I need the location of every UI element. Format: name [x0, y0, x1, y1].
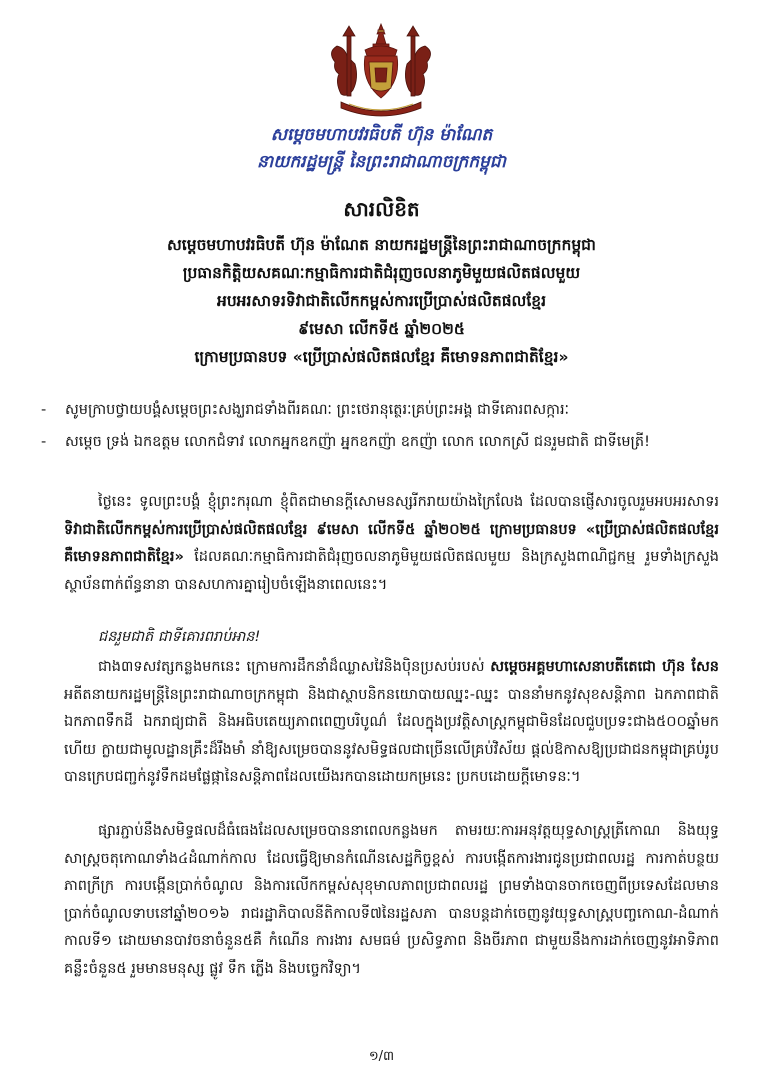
document-title: សារលិខិត: [343, 197, 420, 221]
greeting-item-2: [41, 429, 705, 456]
heading-line-3: អបអរសាទរទិវាជាតិលើកកម្ពស់ការប្រើប្រាស់ផលិតផលខ្មែរ: [217, 292, 546, 310]
bullet-dash: -: [41, 402, 47, 418]
paragraph-2: [64, 654, 719, 792]
bullet-dash: -: [41, 434, 47, 450]
paragraph-2-intro: ជាង៣ទសវត្សកន្លងមកនេះ ក្រោមការដឹកនាំដ៏ឈ្លាសវៃនិងប៉ិនប្រសប់របស់: [98, 659, 485, 675]
paragraph-2-honoree: សម្តេចអគ្គមហាសេនាបតីតេជោ ហ៊ុន សែន: [490, 659, 719, 675]
heading-line-1: សម្តេចមហាបវរធិបតី ហ៊ុន ម៉ាណែត នាយករដ្ឋមន្ត្រីនៃព្រះរាជាណាចក្រកម្ពុជា: [167, 236, 596, 254]
paragraph-1: [64, 489, 719, 599]
heading-line-4: ៩មេសា លើកទី៥ ឆ្នាំ២០២៥: [298, 320, 465, 338]
office-name-line1: សម្តេចមហាបវរធិបតី ហ៊ុន ម៉ាណែត: [270, 125, 493, 145]
heading-line-5: ក្រោមប្រធានបទ «ប្រើប្រាស់ផលិតផលខ្មែរ គឺមោទនភាពជាតិខ្មែរ»: [194, 348, 569, 366]
salutation: ជនរួមជាតិ ជាទីគោរពរាប់អាន!: [98, 629, 261, 645]
royal-coat-of-arms-icon: [325, 22, 437, 120]
greeting-text: សម្តេច ទ្រង់ ឯកឧត្តម លោកជំទាវ លោកអ្នកឧកញ៉ា អ្នកឧកញ៉ា ឧកញ៉ា លោក លោកស្រី ជនរួមជាតិ ជាទីមេត្រី!: [65, 434, 650, 450]
page-number: ១/៣: [368, 1049, 395, 1064]
greeting-item-1: [41, 397, 705, 424]
paragraph-1-event-title: ទិវាជាតិលើកកម្ពស់ការប្រើប្រាស់ផលិតផលខ្មែរ ៩មេសា លើកទី៥ ឆ្នាំ២០២៥ ក្រោមប្រធានបទ «ប្រើប្រាស់ផលិតផលខ្មែរ គឺមោទនភាពជាតិខ្មែរ»: [64, 521, 719, 566]
paragraph-2-rest: អតីតនាយករដ្ឋមន្ត្រីនៃព្រះរាជាណាចក្រកម្ពុជា និងជាស្ថាបនិកនយោបាយឈ្នះ-ឈ្នះ បាននាំមកនូវសុខសន្តិភាព ឯកភាពជាតិ ឯកភាពទឹកដី ឯករាជ្យជាតិ និងអធិបតេយ្យភាពពេញបរិបូណ៌ ដែលក្នុងប្រវត្តិសាស្ត្រកម្ពុជាមិនដែលជួបប្រទះជាង៥០០ឆ្នាំមកហើយ ក្លាយជាមូលដ្ឋានគ្រឹះដ៏រឹងមាំ នាំឱ្យសម្រេចបាននូវសមិទ្ធផលជាច្រើនលើគ្រប់វិស័យ ផ្តល់ឱកាសឱ្យប្រជាជនកម្ពុជាគ្រប់រូបបានក្រេបជញ្ជក់នូវទឹកដមផ្លែផ្កានៃសន្តិភាពដែលយើងរកបានដោយកម្រនេះ ប្រកបដោយក្តីមោទនៈ។: [64, 686, 719, 786]
office-name-line2: នាយករដ្ឋមន្ត្រី នៃព្រះរាជាណាចក្រកម្ពុជា: [257, 152, 506, 172]
heading-line-2: ប្រធានកិត្តិយសគណៈកម្មាធិការជាតិជំរុញចលនាភូមិមួយផលិតផលមួយ: [182, 264, 581, 282]
paragraph-1-rest: ដែលគណៈកម្មាធិការជាតិជំរុញចលនាភូមិមួយផលិតផលមួយ និងក្រសួងពាណិជ្ជកម្ម រួមទាំងក្រសួង ស្ថាប័នពាក់ព័ន្ធនានា បានសហការគ្នារៀបចំឡើងនាពេលនេះ។: [64, 549, 719, 593]
greeting-text: សូមក្រាបថ្វាយបង្គំសម្តេចព្រះសង្ឃរាជទាំងពីរគណៈ ព្រះថេរានុត្ថេរៈគ្រប់ព្រះអង្គ ជាទីគោរពសក្ការៈ: [65, 402, 570, 418]
paragraph-3: ផ្សារភ្ជាប់នឹងសមិទ្ធផលដ៏ធំធេងដែលសម្រេចបាននាពេលកន្លងមក តាមរយៈការអនុវត្តយុទ្ធសាស្ត្រត្រីកោណ និងយុទ្ធសាស្ត្រចតុកោណទាំង៤ដំណាក់កាល ដែលធ្វើឱ្យមានកំណើនសេដ្ឋកិច្ចខ្ពស់ ការបង្កើតការងារជូនប្រជាពលរដ្ឋ ការកាត់បន្ថយភាពក្រីក្រ ការបង្កើនប្រាក់ចំណូល និងការលើកកម្ពស់សុខុមាលភាពប្រជាពលរដ្ឋ ព្រមទាំងបានចាកចេញពីប្រទេសដែលមានប្រាក់ចំណូលទាបនៅឆ្នាំ២០១៦ រាជរដ្ឋាភិបាលនីតិកាលទី៧នៃរដ្ឋសភា បានបន្តដាក់ចេញនូវយុទ្ធសាស្ត្របញ្ចកោណ-ដំណាក់កាលទី១ ដោយមានបាវចនាចំនួន៥គឺ កំណើន ការងារ សមធម៌ ប្រសិទ្ធភាព និងចីរភាព ជាមួយនឹងការដាក់ចេញនូវអាទិភាពគន្លឹះចំនួន៥ រួមមានមនុស្ស ផ្លូវ ទឹក ភ្លើង និងបច្ចេកវិទ្យា។: [64, 823, 719, 977]
paragraph-1-intro: ថ្ងៃនេះ ទូលព្រះបង្គំ ខ្ញុំព្រះករុណា ខ្ញុំពិតជាមានក្តីសោមនស្សរីករាយយ៉ាងក្រៃលែង ដែលបានផ្ញើសារចូលរួមអបអរសាទរ: [98, 494, 719, 510]
